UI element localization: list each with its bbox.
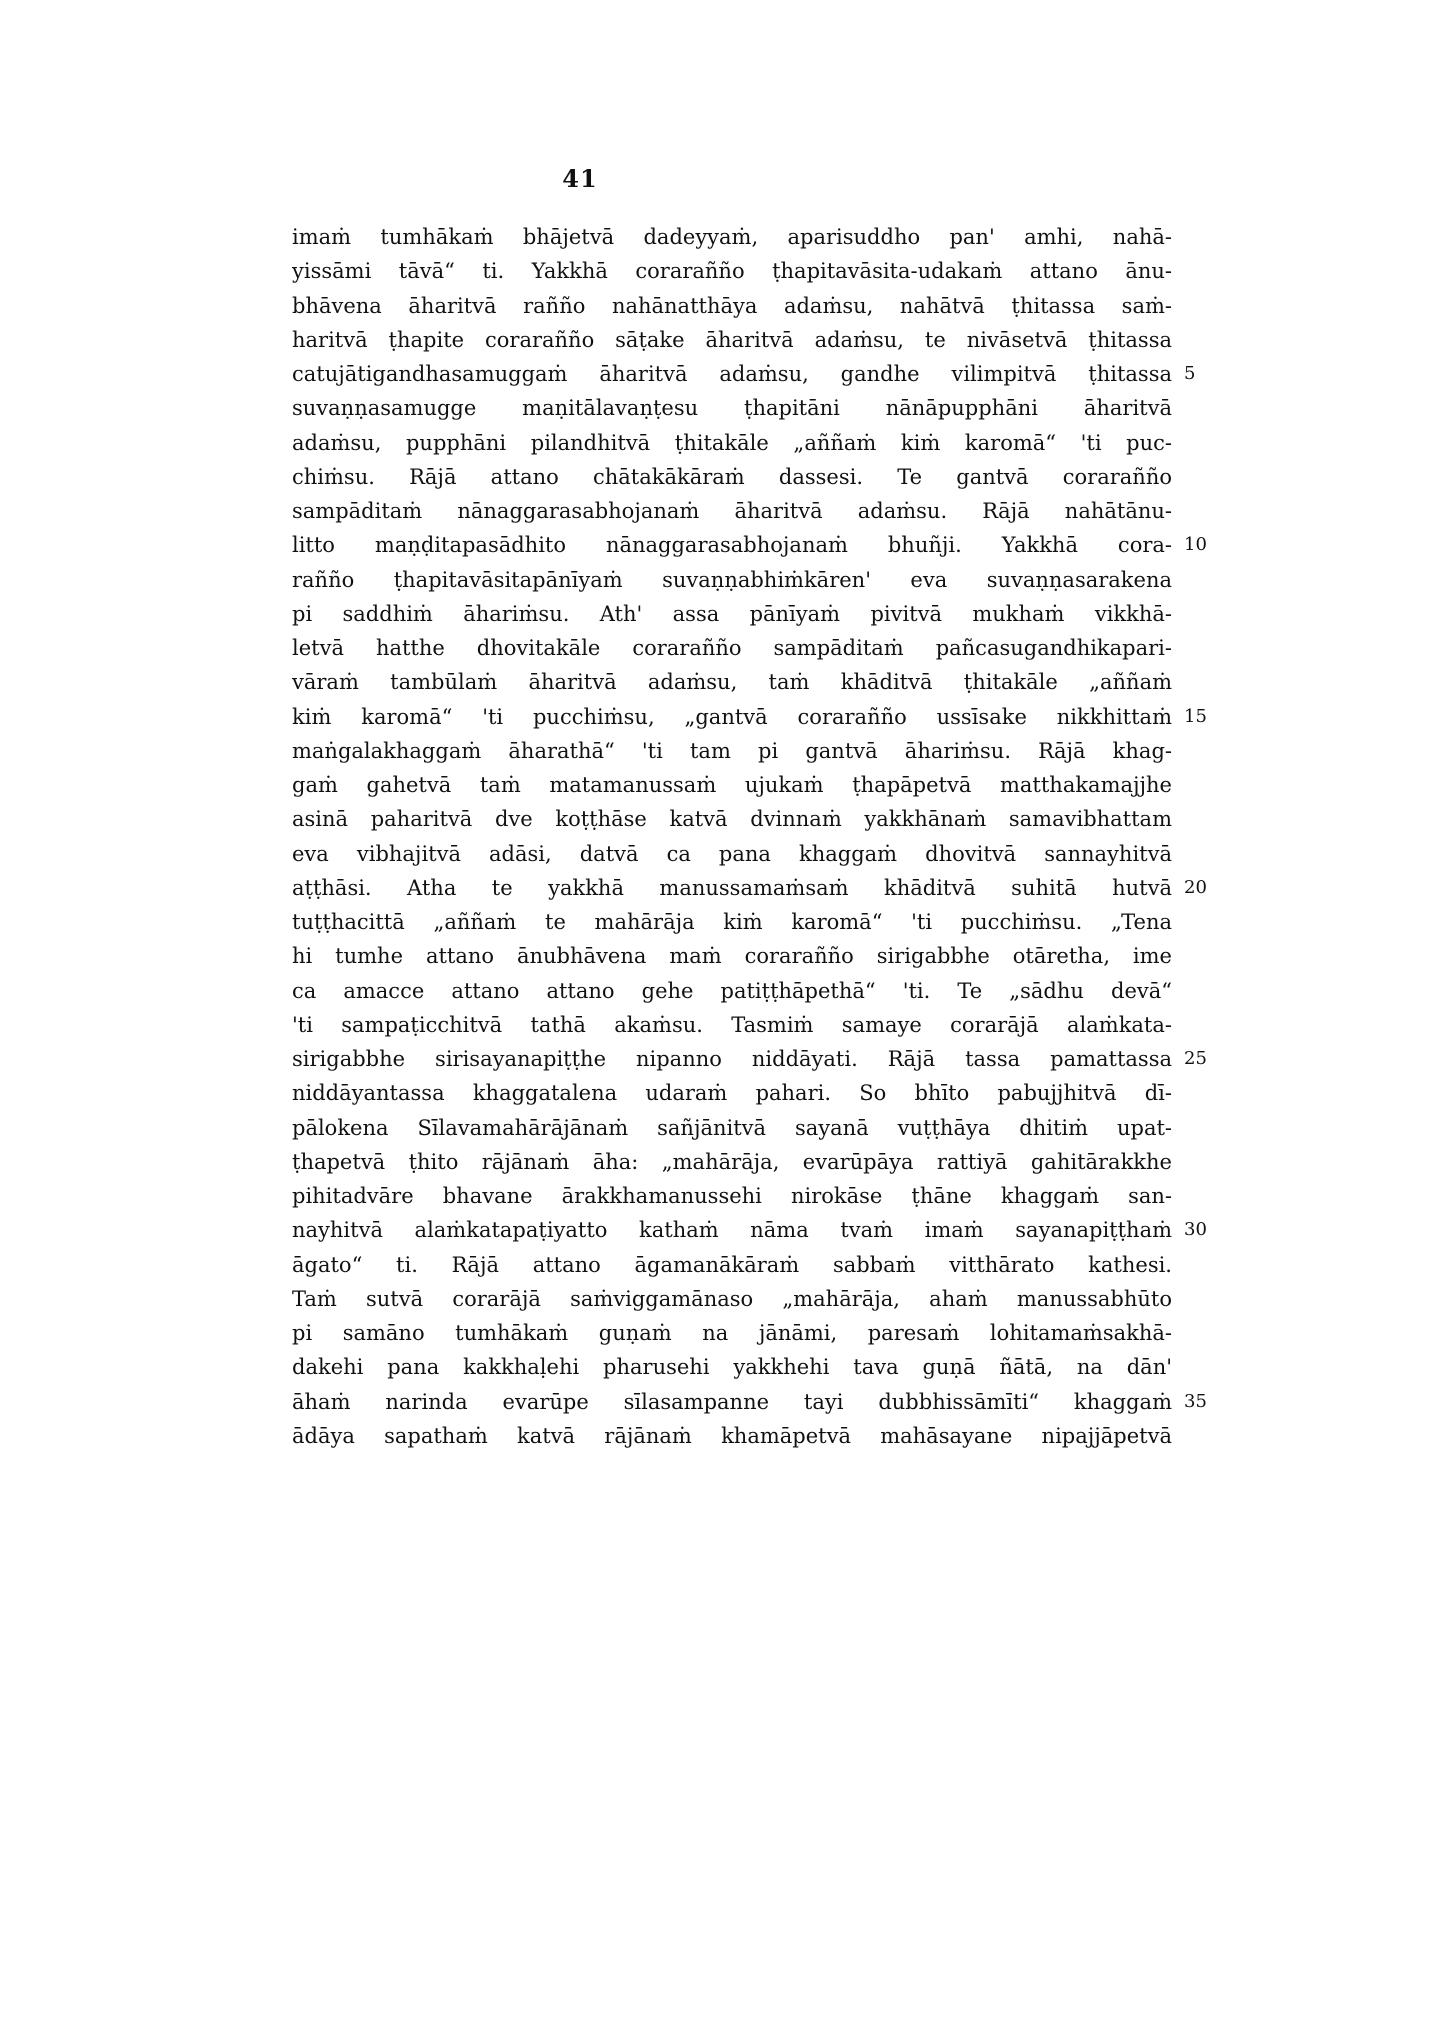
line-number: 5 [1184,363,1196,384]
line-text: tuṭṭhacittā „aññaṁ te mahārāja kiṁ karomā“ 'ti pucchiṁsu. „Tena [292,910,1172,934]
line-text: kiṁ karomā“ 'ti pucchiṁsu, „gantvā corarañño ussīsake nikkhittaṁ [292,704,1172,729]
body-text [292,220,1207,1453]
line-text: pālokena Sīlavamahārājānaṁ sañjānitvā sayanā vuṭṭhāya dhitiṁ upat- [292,1115,1172,1140]
text-line [292,1248,1172,1282]
text-line [292,974,1172,1008]
text-line [292,1145,1172,1179]
text-line [292,1350,1172,1384]
text-line [292,768,1172,802]
line-text: bhāvena āharitvā rañño nahānatthāya adaṁsu, nahātvā ṭhitassa saṁ- [292,293,1172,318]
line-text: 'ti sampaṭicchitvā tathā akaṁsu. Tasmiṁ samaye corarājā alaṁkata- [292,1012,1172,1037]
line-text: aṭṭhāsi. Atha te yakkhā manussamaṁsaṁ khāditvā suhitā hutvā [292,875,1172,900]
text-line [292,905,1172,939]
text-line [292,289,1172,323]
line-number: 15 [1184,705,1207,727]
text-line [292,391,1172,425]
line-text: litto maṇḍitapasādhito nānaggarasabhojanaṁ bhuñji. Yakkhā cora- [292,533,1172,558]
line-text: pi saddhiṁ āhariṁsu. Ath' assa pānīyaṁ pivitvā mukhaṁ vikkhā- [292,601,1172,626]
line-text: pihitadvāre bhavane ārakkhamanussehi nirokāse ṭhāne khaggaṁ san- [292,1184,1172,1208]
text-line [292,563,1172,597]
line-text: adaṁsu, pupphāni pilandhitvā ṭhitakāle „aññaṁ kiṁ karomā“ 'ti puc- [292,430,1172,455]
text-line [292,1419,1172,1453]
text-line [292,357,1196,391]
text-line [292,665,1172,699]
line-text: sirigabbhe sirisayanapiṭṭhe nipanno niddāyati. Rājā tassa pamattassa [292,1047,1172,1071]
line-text: eva vibhajitvā adāsi, datvā ca pana khaggaṁ dhovitvā sannayhitvā [292,841,1172,866]
line-text: chiṁsu. Rājā attano chātakākāraṁ dassesi. Te gantvā corarañño [292,464,1172,489]
text-line [292,597,1172,631]
text-line [292,631,1172,665]
text-line [292,528,1207,562]
line-number: 20 [1184,876,1207,898]
line-text: ṭhapetvā ṭhito rājānaṁ āha: „mahārāja, evarūpāya rattiyā gahitārakkhe [292,1149,1172,1174]
text-line [292,220,1172,254]
line-number: 30 [1184,1219,1207,1241]
text-line [292,254,1172,288]
text-line [292,700,1207,734]
line-text: suvaṇṇasamugge maṇitālavaṇṭesu ṭhapitāni nānāpupphāni āharitvā [292,396,1172,421]
text-line [292,494,1172,528]
line-text: rañño ṭhapitavāsitapānīyaṁ suvaṇṇabhiṁkāren' eva suvaṇṇasarakena [292,567,1172,592]
line-text: nayhitvā alaṁkatapaṭiyatto kathaṁ nāma tvaṁ imaṁ sayanapiṭṭhaṁ [292,1218,1172,1243]
line-text: ādāya sapathaṁ katvā rājānaṁ khamāpetvā mahāsayane nipajjāpetvā [292,1423,1172,1448]
page-number: 41 [562,164,598,193]
line-text: yissāmi tāvā“ ti. Yakkhā corarañño ṭhapitavāsita-udakaṁ attano ānu- [292,259,1172,284]
line-text: Taṁ sutvā corarājā saṁviggamānaso „mahārāja, ahaṁ manussabhūto [292,1286,1172,1311]
text-line [292,1316,1172,1350]
text-line [292,426,1172,460]
line-text: niddāyantassa khaggatalena udaraṁ pahari. So bhīto pabujjhitvā dī- [292,1081,1172,1106]
text-line [292,837,1172,871]
text-line [292,939,1172,973]
line-number: 25 [1184,1048,1207,1069]
line-number: 10 [1184,534,1207,556]
line-text: sampāditaṁ nānaggarasabhojanaṁ āharitvā adaṁsu. Rājā nahātānu- [292,499,1172,523]
text-line [292,1179,1172,1213]
text-line [292,1008,1172,1042]
text-line [292,323,1172,357]
line-text: catujātigandhasamuggaṁ āharitvā adaṁsu, gandhe vilimpitvā ṭhitassa [292,362,1172,386]
text-line [292,1042,1207,1076]
line-text: pi samāno tumhākaṁ guṇaṁ na jānāmi, paresaṁ lohitamaṁsakhā- [292,1321,1172,1345]
line-text: ca amacce attano attano gehe patiṭṭhāpethā“ 'ti. Te „sādhu devā“ [292,978,1172,1003]
line-text: maṅgalakhaggaṁ āharathā“ 'ti tam pi gantvā āhariṁsu. Rājā khag- [292,738,1172,763]
line-text: gaṁ gahetvā taṁ matamanussaṁ ujukaṁ ṭhapāpetvā matthakamajjhe [292,773,1172,797]
text-line [292,734,1172,768]
line-text: imaṁ tumhākaṁ bhājetvā dadeyyaṁ, aparisuddho pan' amhi, nahā- [292,225,1172,249]
text-line [292,1111,1172,1145]
line-text: āhaṁ narinda evarūpe sīlasampanne tayi dubbhissāmīti“ khaggaṁ [292,1389,1172,1414]
text-line [292,802,1172,836]
text-line [292,1076,1172,1110]
line-text: asinā paharitvā dve koṭṭhāse katvā dvinnaṁ yakkhānaṁ samavibhattam [292,807,1172,832]
line-number: 35 [1184,1390,1207,1412]
text-line [292,460,1172,494]
line-text: hi tumhe attano ānubhāvena maṁ corarañño sirigabbhe otāretha, ime [292,944,1172,969]
text-line [292,871,1207,905]
text-line [292,1385,1207,1419]
text-line [292,1282,1172,1316]
line-text: haritvā ṭhapite corarañño sāṭake āharitvā adaṁsu, te nivāsetvā ṭhitassa [292,327,1172,352]
text-line [292,1213,1207,1247]
line-text: dakehi pana kakkhaḷehi pharusehi yakkhehi tava guṇā ñātā, na dān' [292,1355,1172,1380]
line-text: vāraṁ tambūlaṁ āharitvā adaṁsu, taṁ khāditvā ṭhitakāle „aññaṁ [292,670,1172,695]
line-text: letvā hatthe dhovitakāle corarañño sampāditaṁ pañcasugandhikapari- [292,636,1172,660]
line-text: āgato“ ti. Rājā attano āgamanākāraṁ sabbaṁ vitthārato kathesi. [292,1252,1172,1277]
